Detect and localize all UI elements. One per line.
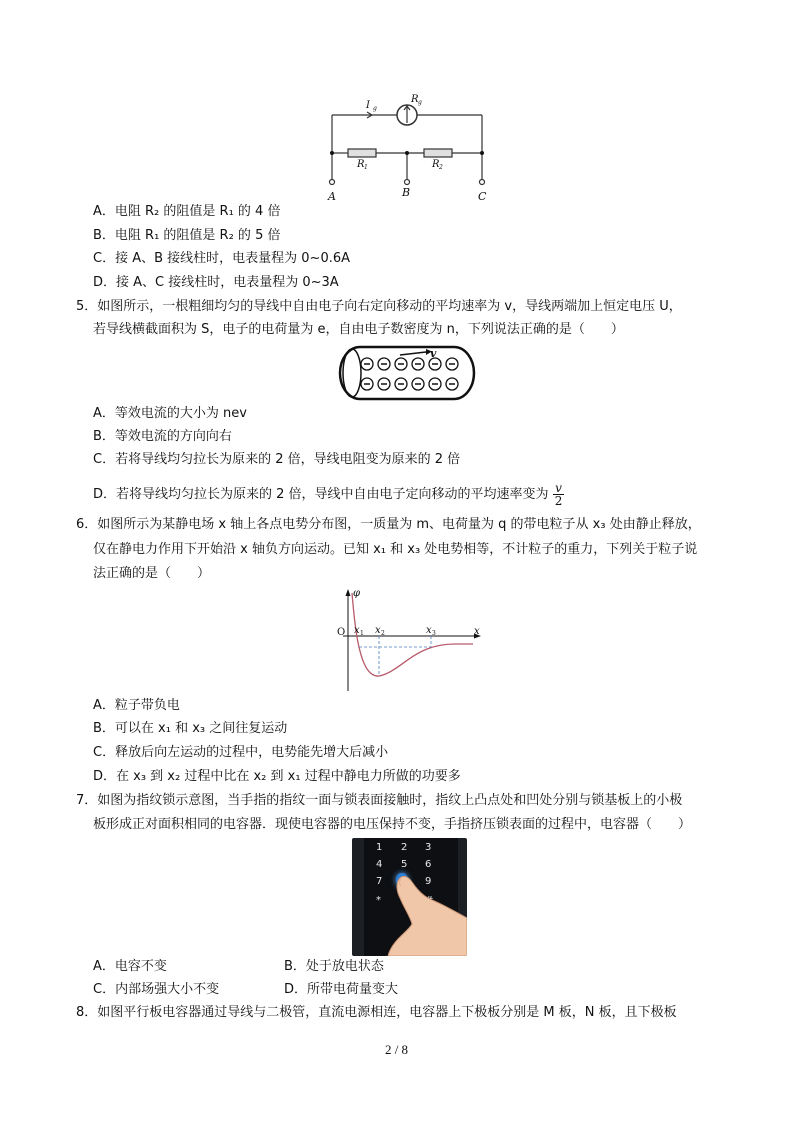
finger-icon [352, 838, 467, 956]
q5-stem-line2: 若导线横截面积为 S，电子的电荷量为 e，自由电子数密度为 n，下列说法正确的是（ ） [93, 322, 624, 337]
ig-label: I [366, 100, 370, 111]
rg-label: R [411, 94, 419, 105]
q5-option-b[interactable]: B．等效电流的方向向右 [93, 429, 232, 444]
ig-sub: g [373, 105, 377, 112]
x1-sub: 1 [360, 630, 364, 637]
fraction-denominator: 2 [554, 494, 563, 508]
velocity-label: v [430, 347, 437, 360]
lock-key: 5 [401, 859, 408, 870]
q6-stem-line2: 仅在静电力作用下开始沿 x 轴负方向运动。已知 x₁ 和 x₃ 处电势相等，不计粒子的重力，下列关于粒子说 [93, 542, 698, 557]
phi-axis-label: φ [353, 588, 361, 599]
terminal-a: A [328, 190, 336, 203]
r1-label: R [357, 159, 365, 170]
r2-label: R [432, 159, 440, 170]
r2-sub: 2 [439, 164, 443, 171]
q4-option-a[interactable]: A．电阻 R₂ 的阻值是 R₁ 的 4 倍 [93, 204, 281, 219]
r1-sub: 1 [364, 164, 368, 171]
fraction-numerator: v [553, 482, 565, 495]
q8-stem-line1: 8．如图平行板电容器通过导线与二极管，直流电源相连，电容器上下极板分别是 M 板，N 板，且下极板 [76, 1005, 677, 1020]
terminal-b: B [402, 186, 411, 199]
lock-key: 1 [376, 842, 383, 853]
lock-key: 7 [376, 876, 383, 887]
fraction-v-over-2 [553, 482, 565, 507]
x3-sub: 3 [432, 630, 436, 637]
q4-option-b[interactable]: B．电阻 R₁ 的阻值是 R₂ 的 5 倍 [93, 228, 281, 243]
terminal-c: C [478, 190, 487, 203]
lock-key: 2 [401, 842, 408, 853]
x2-sub: 2 [381, 630, 385, 637]
q4-option-d[interactable]: D．接 A、C 接线柱时，电表量程为 0~3A [93, 275, 339, 290]
fingerprint-lock-photo [352, 838, 467, 956]
q7-option-a[interactable]: A．电容不变 [93, 959, 167, 974]
x2-label: x [375, 625, 381, 636]
q6-option-d[interactable]: D．在 x₃ 到 x₂ 过程中比在 x₂ 到 x₁ 过程中静电力所做的功要多 [93, 769, 461, 784]
rg-sub: g [418, 99, 422, 106]
x3-label: x [426, 625, 432, 636]
q7-stem-line1: 7．如图为指纹锁示意图，当手指的指纹一面与锁表面接触时，指纹上凸点处和凹处分别与锁基板上的小极 [76, 793, 683, 808]
circuit-diagram [322, 93, 492, 205]
lock-key: 9 [425, 876, 432, 887]
q7-stem-line2: 板形成正对面积相同的电容器．现使电容器的电压保持不变，手指挤压锁表面的过程中，电容器（ ） [93, 817, 692, 832]
lock-key: 6 [425, 859, 432, 870]
lock-key: * [376, 895, 381, 906]
origin-label: O [337, 627, 346, 638]
q5-option-d-text: D．若将导线均匀拉长为原来的 2 倍，导线中自由电子定向移动的平均速率变为 [93, 487, 549, 502]
q7-option-b[interactable]: B．处于放电状态 [284, 959, 384, 974]
q6-stem-line3: 法正确的是（ ） [93, 566, 211, 581]
q5-option-d[interactable] [93, 482, 564, 507]
page-number: 2 / 8 [384, 1042, 409, 1057]
q4-option-c[interactable]: C．接 A、B 接线柱时，电表量程为 0~0.6A [93, 251, 351, 266]
q7-option-c[interactable]: C．内部场强大小不变 [93, 982, 220, 997]
lock-key: 4 [376, 859, 383, 870]
q6-option-b[interactable]: B．可以在 x₁ 和 x₃ 之间往复运动 [93, 721, 288, 736]
q7-option-d[interactable]: D．所带电荷量变大 [284, 982, 399, 997]
lock-key: 3 [425, 842, 432, 853]
x1-label: x [354, 625, 360, 636]
wire-electron-diagram [334, 344, 480, 402]
q5-option-a[interactable]: A．等效电流的大小为 nev [93, 406, 247, 421]
q5-stem-line1: 5．如图所示，一根粗细均匀的导线中自由电子向右定向移动的平均速率为 v，导线两端加上恒定电压 U， [76, 299, 682, 314]
q6-option-a[interactable]: A．粒子带负电 [93, 698, 180, 713]
q5-option-c[interactable]: C．若将导线均匀拉长为原来的 2 倍，导线电阻变为原来的 2 倍 [93, 452, 461, 467]
x-axis-label: x [474, 626, 480, 637]
q6-stem-line1: 6．如图所示为某静电场 x 轴上各点电势分布图，一质量为 m、电荷量为 q 的带电粒子从 x₃ 处由静止释放， [76, 517, 701, 532]
potential-graph [335, 587, 485, 695]
q6-option-c[interactable]: C．释放后向左运动的过程中，电势能先增大后减小 [93, 745, 389, 760]
